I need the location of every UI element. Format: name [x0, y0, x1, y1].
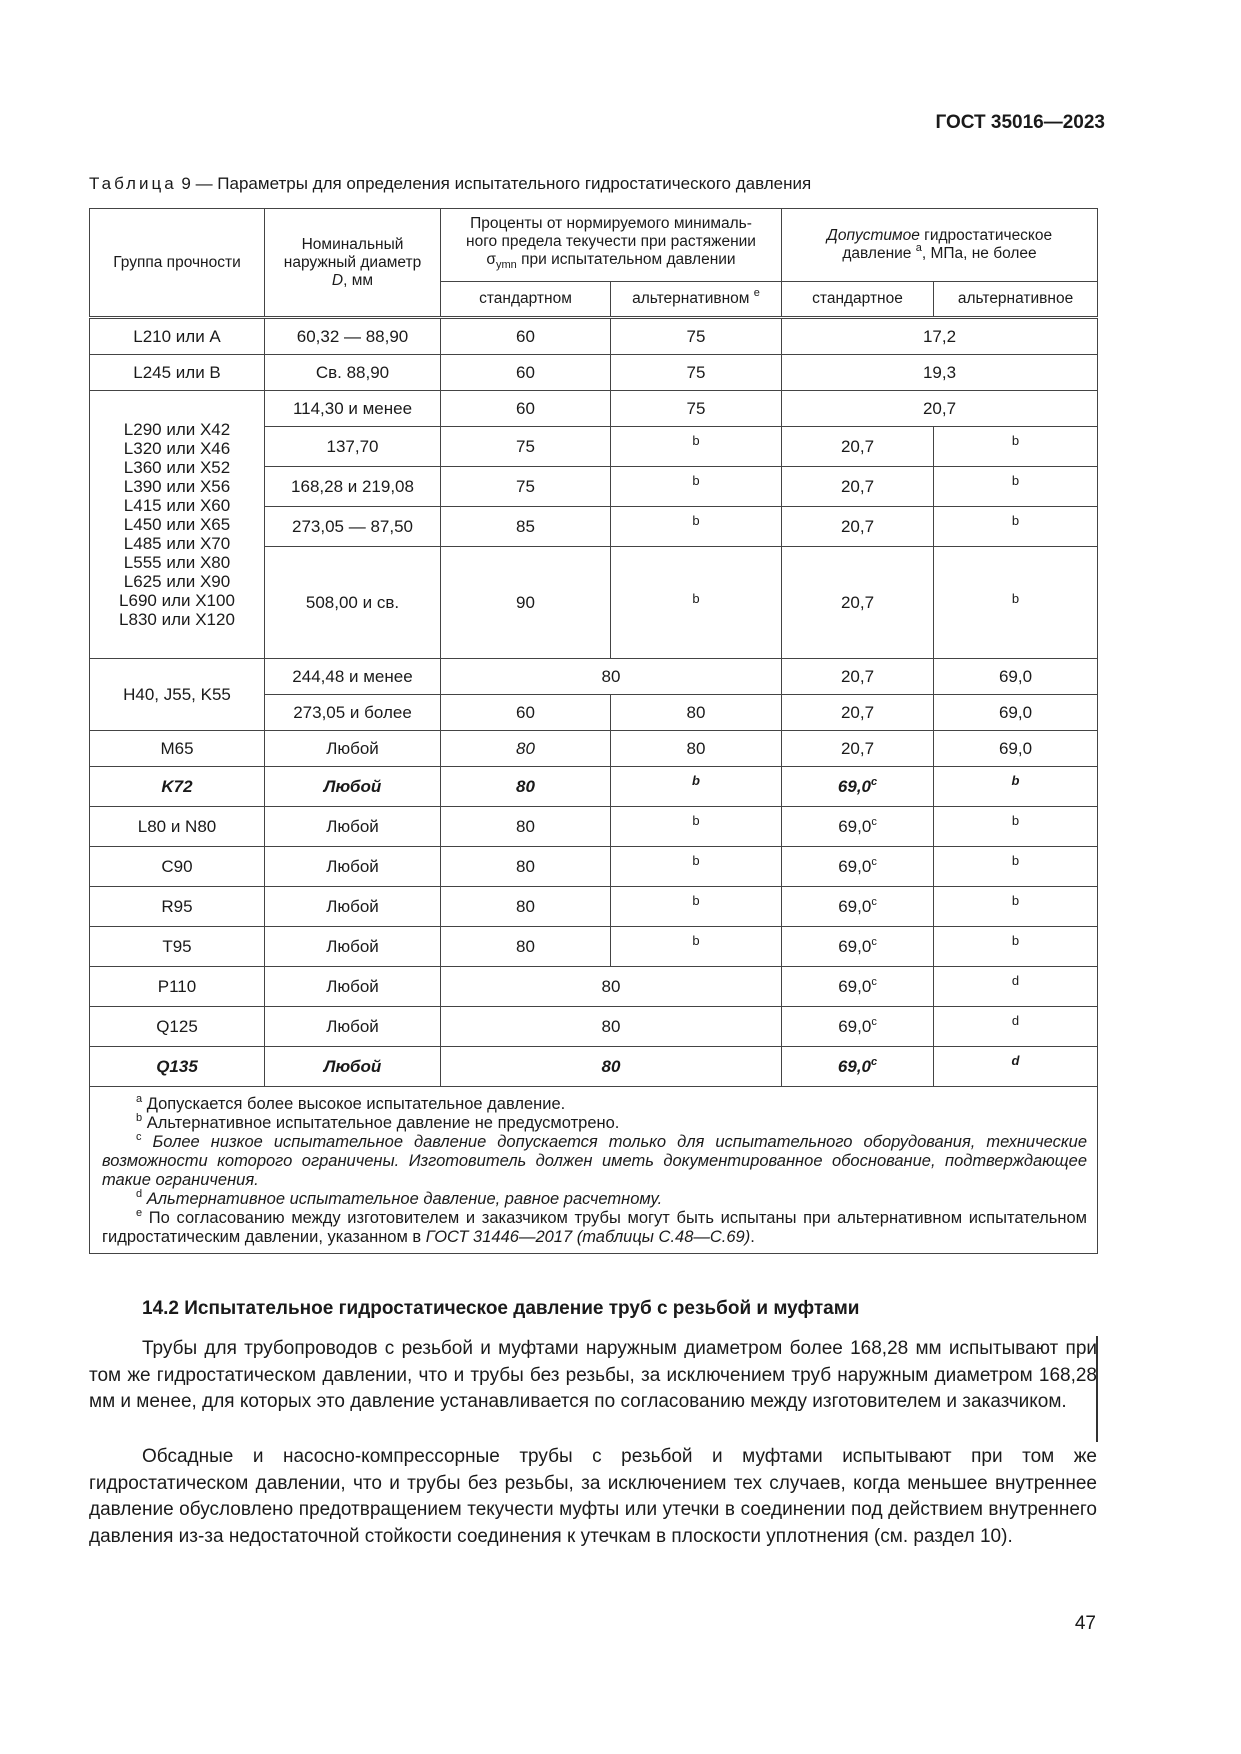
table-row: T95 Любой 80 b 69,0$^c$ b [90, 927, 1098, 967]
table-row: M65 Любой 80 80 20,7 69,0 [90, 731, 1098, 767]
table-row: K72 Любой 80 b 69,0$^c$ b [90, 767, 1098, 807]
note-b: $^b$ Альтернативное испытательное давление не предусмотрено. [136, 1112, 620, 1132]
note-c: $^c$ Более низкое испытательное давление допускается только для испытательного оборудования, технические возможности которого ограничены. Изготовитель должен иметь документированное обоснование, подтверждающее такие ограничения. [102, 1131, 1088, 1189]
table-row: 168,28 и 219,08 75 b 20,7 b [90, 467, 1098, 507]
table-row: 508,00 и св. 90 b 20,7 b [90, 547, 1098, 659]
table-row: 273,05 — 87,50 85 b 20,7 b [90, 507, 1098, 547]
table-row: P110 Любой 80 69,0$^c$ d [90, 967, 1098, 1007]
table-row: L210 или A 60,32 — 88,90 60 75 17,2 [90, 318, 1098, 355]
header-percent: Проценты от нормируемого минималь- ного предела текучести при растяжении $\sigma_{ymn}$ при испытательном давлении [441, 209, 782, 282]
caption-text: — Параметры для определения испытательного гидростатического давления [190, 174, 812, 193]
caption-number: 9 [181, 174, 191, 193]
page-number: 47 [1074, 1613, 1096, 1634]
table-row: H40, J55, K55 244,48 и менее 80 20,7 69,0 [90, 659, 1098, 695]
paragraph-1: Трубы для трубопроводов с резьбой и муфтами наружным диаметром более 168,28 мм испытывают при том же гидростатическом давлении, что и трубы без резьбы, за исключением труб наружным диаметром 168,28 мм и менее, для которых это давление устанавливается по согласованию между изготовителем и заказчиком. [89, 1338, 1097, 1412]
paragraph-2: Обсадные и насосно-компрессорные трубы с резьбой и муфтами испытывают при том же гидростатическом давлении, что и трубы без резьбы, за исключением тех случаев, когда меньшее внутреннее давление обусловлено предотвращением текучести муфты или утечки в соединении под действием внутреннего давления из-за недостаточной стойкости соединения к утечкам в плоскости уплотнения (см. раздел 10). [89, 1446, 1097, 1547]
table-9 [89, 208, 1098, 1254]
grade-list: L290 или X42 L320 или X46 L360 или X52 L390 или X56 L415 или X60 L450 или X65 L485 или X70 L555 или X80 L625 или X90 L690 или X100 L830 или X120 [90, 391, 265, 659]
table-row: Q135 Любой 80 69,0$^c$ d [90, 1047, 1098, 1087]
table-row: 137,70 75 b 20,7 b [90, 427, 1098, 467]
table-row: C90 Любой 80 b 69,0$^c$ b [90, 847, 1098, 887]
header-diameter: Номинальный наружный диаметр D, мм [265, 209, 441, 318]
note-e: $^e$ По согласованию между изготовителем и заказчиком трубы могут быть испытаны при альтернативном испытательном гидростатическим давлении, указанном в ГОСТ 31446—2017 (таблицы С.48—С.69). [102, 1207, 1088, 1246]
note-d: $^d$ Альтернативное испытательное давление, равное расчетному. [136, 1188, 663, 1208]
table-caption [89, 174, 811, 194]
table-row: R95 Любой 80 b 69,0$^c$ b [90, 887, 1098, 927]
table-row: L290 или X42 L320 или X46 L360 или X52 L390 или X56 L415 или X60 L450 или X65 L485 или X70 L555 или X80 L625 или X90 L690 или X100 L830 или X120 114,30 и менее 60 75 20,7 [90, 391, 1098, 427]
table-row: L245 или B Св. 88,90 60 75 19,3 [90, 355, 1098, 391]
header-alternative-pct: альтернативном $^e$ [611, 282, 782, 318]
header-allowed-pressure: Допустимое гидростатическое давление $^a$, МПа, не более [782, 209, 1098, 282]
table-notes [90, 1087, 1098, 1254]
header-alternative-pressure: альтернативное [934, 282, 1098, 318]
standard-number: ГОСТ 35016—2023 [935, 112, 1105, 133]
note-a: $^a$ Допускается более высокое испытательное давление. [136, 1093, 566, 1113]
table-row: Q125 Любой 80 69,0$^c$ d [90, 1007, 1098, 1047]
table-notes-row [90, 1087, 1098, 1254]
table-row: L80 и N80 Любой 80 b 69,0$^c$ b [90, 807, 1098, 847]
section-title: 14.2 Испытательное гидростатическое давление труб с резьбой и муфтами [142, 1298, 860, 1319]
header-standard-pct: стандартном [441, 282, 611, 318]
table-row: 273,05 и более 60 80 20,7 69,0 [90, 695, 1098, 731]
caption-label: Таблица [89, 174, 177, 193]
header-group: Группа прочности [90, 209, 265, 318]
header-standard-pressure: стандартное [782, 282, 934, 318]
